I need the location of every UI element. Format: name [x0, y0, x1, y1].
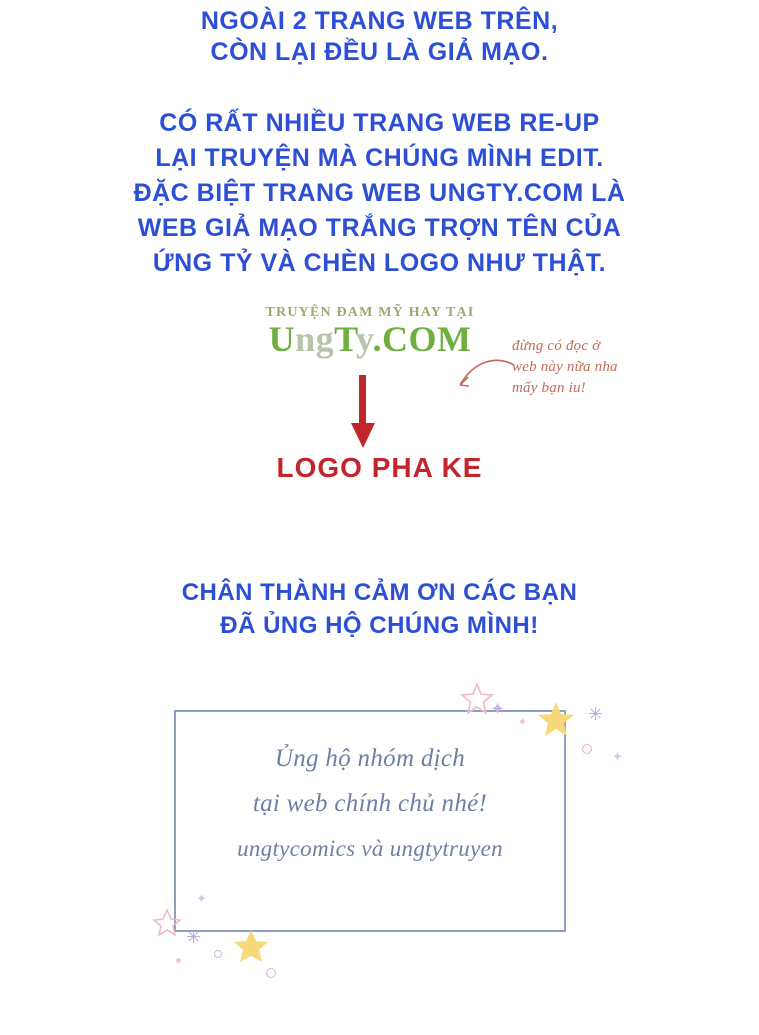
- fake-logo-caption: LOGO PHA KE: [276, 452, 483, 483]
- notice-middle-line-1: CÓ RẤT NHIỀU TRANG WEB RE-UP: [159, 109, 600, 137]
- note-line-3: mấy bạn iu!: [512, 380, 586, 396]
- support-line-2: tại web chính chủ nhé!: [252, 790, 488, 817]
- fake-logo-y: y: [355, 319, 373, 359]
- fake-logo-dotcom: .COM: [372, 319, 472, 359]
- note-line-2: web này nữa nha: [512, 359, 618, 375]
- notice-top-line-1: NGOÀI 2 TRANG WEB TRÊN,: [200, 7, 559, 35]
- handwritten-note: [512, 336, 652, 399]
- notice-middle-line-3: ĐẶC BIỆT TRANG WEB UNGTY.COM LÀ: [133, 179, 626, 207]
- thanks-line-1: CHÂN THÀNH CẢM ƠN CÁC BẠN: [181, 579, 578, 606]
- notice-middle: [0, 106, 759, 281]
- fake-logo-u: U: [268, 319, 296, 359]
- fake-logo-sample: [255, 305, 485, 359]
- support-card-text: [174, 736, 566, 871]
- thanks-message: [0, 576, 759, 642]
- fake-logo-tagline: TRUYỆN ĐAM MỸ HAY TẠI: [265, 305, 475, 320]
- fake-logo-wordmark: [255, 319, 485, 359]
- circle-outline-icon: [582, 744, 592, 754]
- fake-logo-t: T: [334, 319, 356, 359]
- thanks-line-2: ĐÃ ỦNG HỘ CHÚNG MÌNH!: [220, 612, 539, 639]
- notice-middle-line-2: LẠI TRUYỆN MÀ CHÚNG MÌNH EDIT.: [155, 144, 604, 172]
- circle-outline-icon: [214, 950, 222, 958]
- sparkle-icon: ✦: [196, 891, 207, 906]
- notice-middle-line-4: WEB GIẢ MẠO TRẮNG TRỢN TÊN CỦA: [137, 214, 622, 242]
- circle-outline-icon: [266, 968, 276, 978]
- star-icon: [232, 928, 270, 966]
- support-line-1: Ủng hộ nhóm dịch: [274, 745, 466, 772]
- down-arrow-icon: [348, 375, 378, 450]
- fake-logo-ng: ng: [295, 319, 335, 359]
- support-line-3: ungtycomics và ungtytruyen: [237, 836, 503, 861]
- sparkle-icon: ✦: [490, 699, 506, 719]
- curved-arrow-icon: [452, 355, 518, 397]
- notice-top-line-2: CÒN LẠI ĐỀU LÀ GIẢ MẠO.: [210, 38, 549, 66]
- note-line-1: đừng có đọc ở: [512, 338, 601, 354]
- sparkle-icon: ✦: [612, 749, 623, 764]
- sparkle-icon: ✳: [588, 704, 604, 724]
- sparkle-icon: ✳: [186, 927, 202, 947]
- dot-icon: [176, 958, 181, 963]
- notice-middle-line-5: ỨNG TỶ VÀ CHÈN LOGO NHƯ THẬT.: [152, 249, 607, 277]
- notice-top: [0, 6, 759, 68]
